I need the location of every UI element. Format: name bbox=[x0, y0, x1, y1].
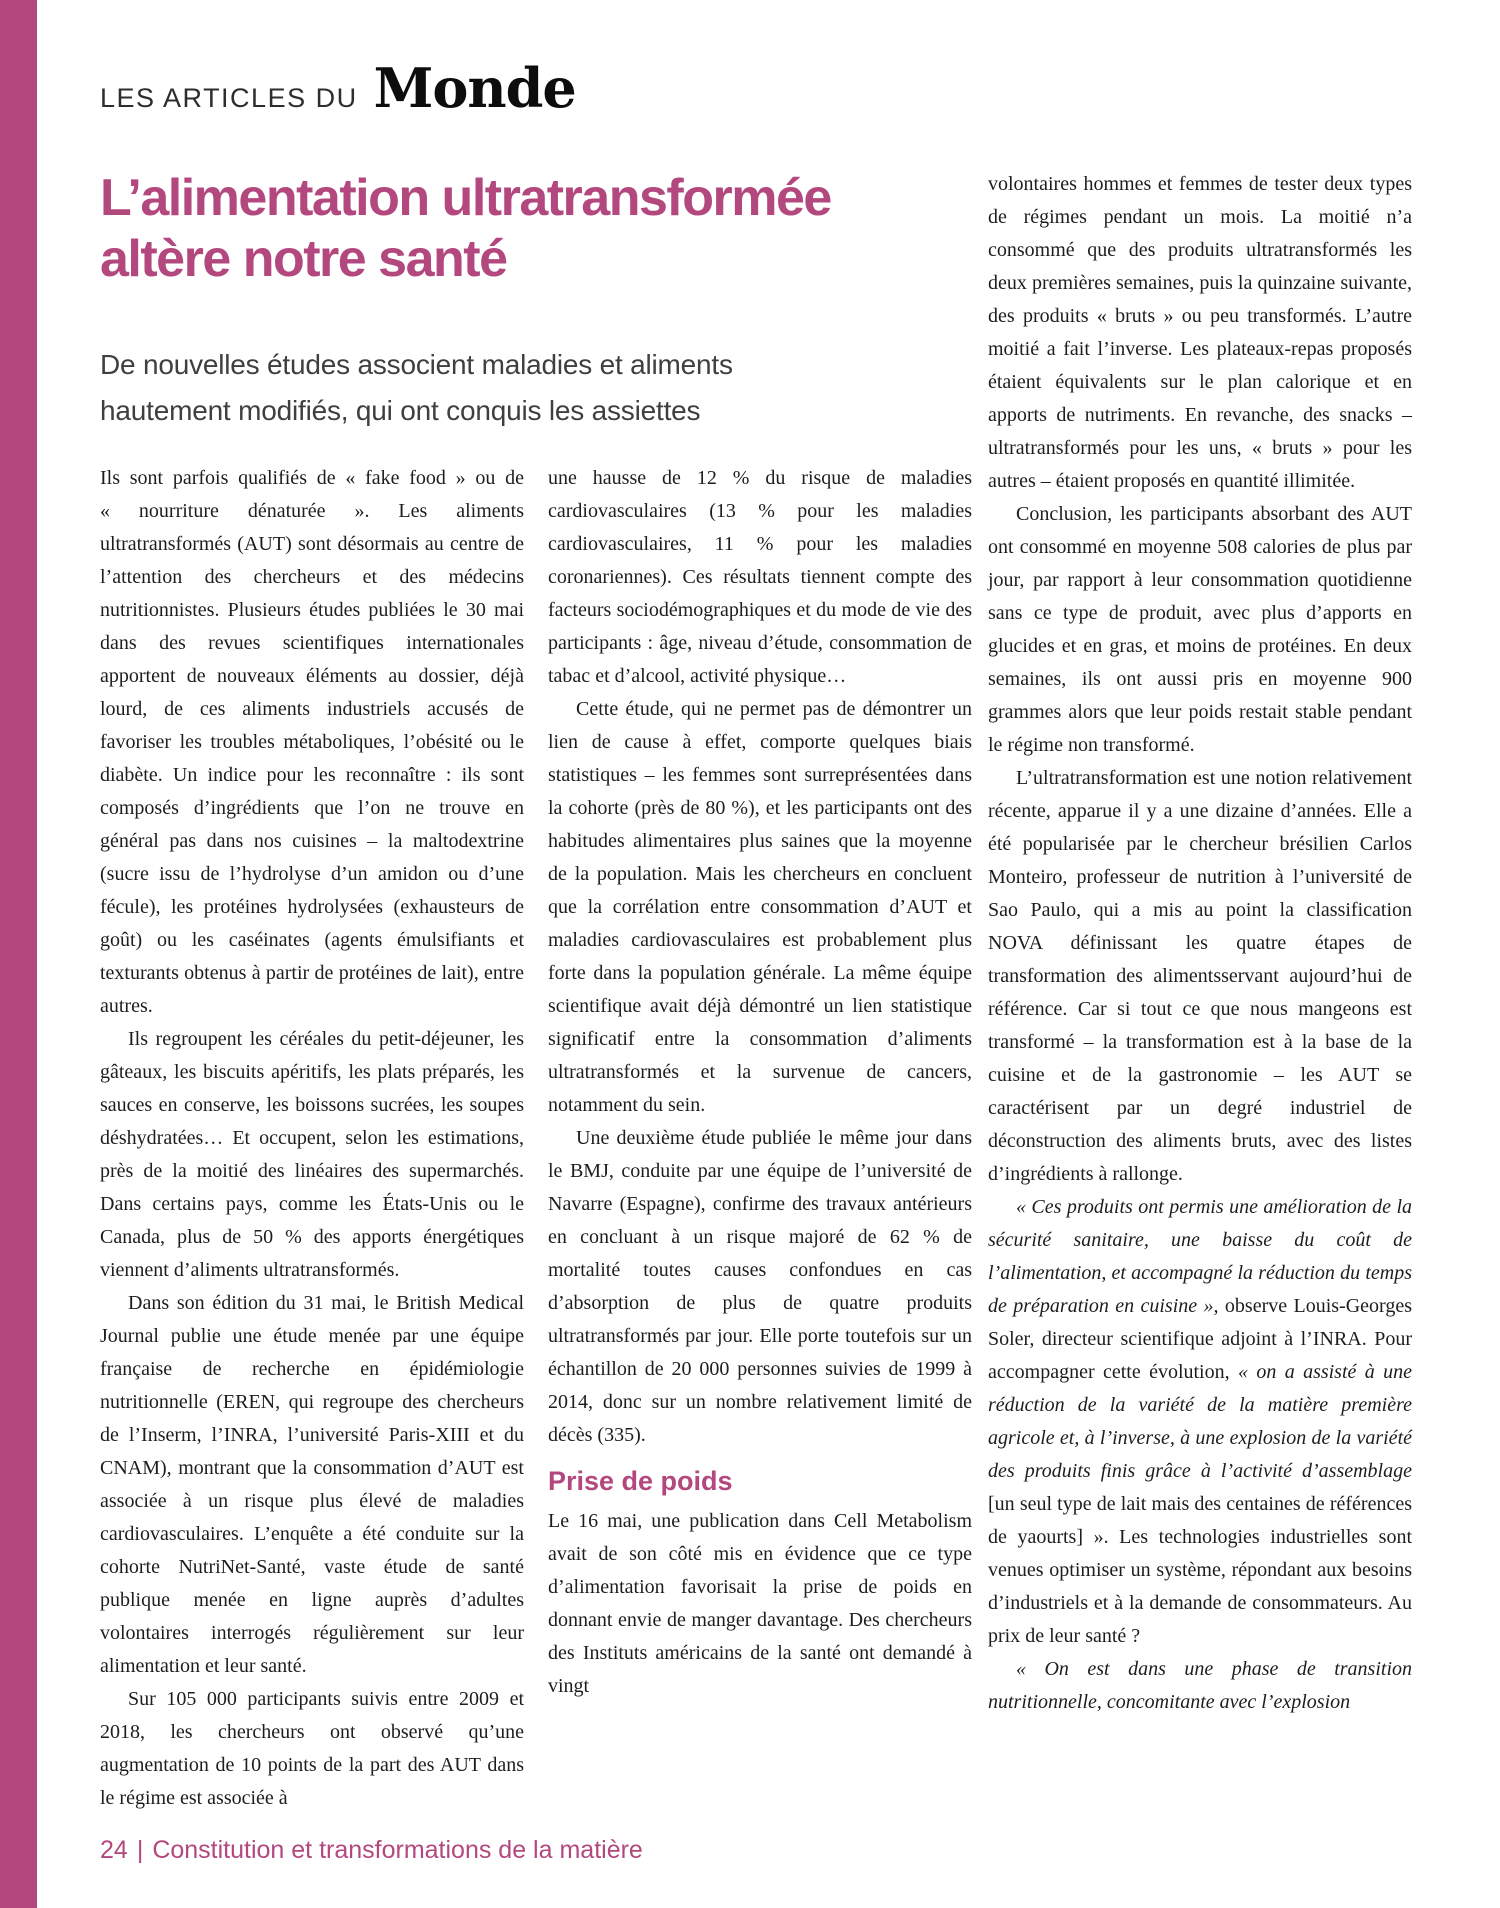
quote-segment: observe Louis-Georges Soler, directeur scientifique adjoint à l’INRA. Pour accompagner cette évolution, bbox=[988, 1295, 1412, 1383]
closing-quote-paragraph: « On est dans une phase de transition nutritionnelle, concomitante avec l’explosion bbox=[988, 1658, 1412, 1713]
le-monde-logo: Monde bbox=[373, 56, 576, 120]
paragraph: Conclusion, les participants absorbant des AUT ont consommé en moyenne 508 calories de plus par jour, par rapport à leur consommation quotidienne sans ce type de produit, avec plus d’apports en glucides et en gras, et moins de protéines. En deux semaines, ils ont aussi pris en moyenne 900 grammes alors que leur poids restait stable pendant le régime non transformé. bbox=[988, 503, 1412, 756]
quote-segment: [un seul type de lait mais des centaines de références de yaourts] ». Les technologies industrielles sont venues optimiser un système, répondant aux besoins d’industriels et à la demande de consommateurs. Au prix de leur santé ? bbox=[988, 1493, 1412, 1647]
paragraph: volontaires hommes et femmes de tester deux types de régimes pendant un mois. La moitié n’a consommé que des produits ultratransformés les deux premières semaines, puis la quinzaine suivante, des produits « bruts » ou peu transformés. L’autre moitié a fait l’inverse. Les plateaux-repas proposés étaient équivalents sur le plan calorique et en apports de nutriments. En revanche, des snacks – ultratransformés pour les uns, « bruts » pour les autres – étaient proposés en quantité illimitée. bbox=[988, 173, 1412, 492]
footer-separator: | bbox=[136, 1836, 144, 1864]
page-footer bbox=[100, 1836, 643, 1865]
title-block bbox=[100, 168, 980, 434]
masthead-prefix: LES ARTICLES DU bbox=[100, 83, 358, 113]
paragraph: une hausse de 12 % du risque de maladies cardiovasculaires (13 % pour les maladies cardiovasculaires, 11 % pour les maladies coronariennes). Ces résultats tiennent compte des facteurs sociodémographiques et du mode de vie des participants : âge, niveau d’étude, consommation de tabac et d’alcool, activité physique… bbox=[548, 467, 972, 687]
quote-segment: « on a assisté à une réduction de la variété de la matière première agricole et, à l’inverse, à une explosion de la variété des produits finis grâce à l’activité d’assemblage bbox=[988, 1361, 1412, 1482]
paragraph: Sur 105 000 participants suivis entre 2009 et 2018, les chercheurs ont observé qu’une augmentation de 10 points de la part des AUT dans le régime est associée à bbox=[100, 1688, 524, 1809]
column-1 bbox=[100, 462, 524, 1815]
page-number: 24 bbox=[100, 1836, 128, 1864]
left-accent-bar bbox=[0, 0, 37, 1908]
paragraph-quote bbox=[988, 1191, 1412, 1653]
article-title-line-1: L’alimentation ultratransformée bbox=[100, 169, 831, 227]
section-subhead: Prise de poids bbox=[548, 1466, 733, 1496]
article-subtitle: De nouvelles études associent maladies et aliments hautement modifiés, qui ont conquis les assiettes bbox=[100, 349, 733, 426]
paragraph: Une deuxième étude publiée le même jour dans le BMJ, conduite par une équipe de l’université de Navarre (Espagne), confirme des travaux antérieurs en concluant à un risque majoré de 62 % de mortalité toutes causes confondues en cas d’absorption de plus de quatre produits ultratransformés par jour. Elle porte toutefois sur un échantillon de 20 000 personnes suivies de 1999 à 2014, donc sur un nombre relativement limité de décès (335). bbox=[548, 1127, 972, 1446]
paragraph: Ils regroupent les céréales du petit-déjeuner, les gâteaux, les biscuits apéritifs, les plats préparés, les sauces en conserve, les boissons sucrées, les soupes déshydratées… Et occupent, selon les estimations, près de la moitié des linéaires des supermarchés. Dans certains pays, comme les États-Unis ou le Canada, plus de 50 % des apports énergétiques viennent d’aliments ultratransformés. bbox=[100, 1028, 524, 1281]
paragraph: Dans son édition du 31 mai, le British Medical Journal publie une étude menée par une équipe française de recherche en épidémiologie nutritionnelle (EREN, qui regroupe des chercheurs de l’Inserm, l’INRA, l’université Paris-XIII et du CNAM), montrant que la consommation d’AUT est associée à un risque plus élevé de maladies cardiovasculaires. L’enquête a été conduite sur la cohorte NutriNet-Santé, vaste étude de santé publique menée en ligne auprès d’adultes volontaires interrogés régulièrement sur leur alimentation et leur santé. bbox=[100, 1292, 524, 1677]
column-3 bbox=[988, 168, 1412, 1719]
article-title bbox=[100, 168, 980, 290]
article-title-line-2: altère notre santé bbox=[100, 230, 507, 288]
footer-section-title: Constitution et transformations de la matière bbox=[152, 1836, 643, 1864]
masthead bbox=[100, 56, 576, 120]
quote-segment: « Ces produits ont permis une amélioration de la sécurité sanitaire, une baisse du coût de l’alimentation, et accompagné la réduction du temps de préparation en cuisine », bbox=[988, 1196, 1412, 1317]
paragraph: Ils sont parfois qualifiés de « fake food » ou de « nourriture dénaturée ». Les aliments ultratransformés (AUT) sont désormais au centre de l’attention des chercheurs et des médecins nutritionnistes. Plusieurs études publiées le 30 mai dans des revues scientifiques internationales apportent de nouveaux éléments au dossier, déjà lourd, de ces aliments industriels accusés de favoriser les troubles métaboliques, l’obésité ou le diabète. Un indice pour les reconnaître : ils sont composés d’ingrédients que l’on ne trouve en général pas dans nos cuisines – la maltodextrine (sucre issu de l’hydrolyse d’un amidon ou d’une fécule), les protéines hydrolysées (exhausteurs de goût) ou les caséinates (agents émulsifiants et texturants obtenus à partir de protéines de lait), entre autres. bbox=[100, 467, 524, 1017]
paragraph: L’ultratransformation est une notion relativement récente, apparue il y a une dizaine d’années. Elle a été popularisée par le chercheur brésilien Carlos Monteiro, professeur de nutrition à l’université de Sao Paulo, qui a mis au point la classification NOVA définissant les quatre étapes de transformation des alimentsservant aujourd’hui de référence. Car si tout ce que nous mangeons est transformé – la transformation est à la base de la cuisine et de la gastronomie – les AUT se caractérisent par un degré industriel de déconstruction des aliments bruts, avec des listes d’ingrédients à rallonge. bbox=[988, 767, 1412, 1185]
column-2 bbox=[548, 462, 972, 1703]
paragraph: Le 16 mai, une publication dans Cell Metabolism avait de son côté mis en évidence que ce type d’alimentation favorisait la prise de poids en donnant envie de manger davantage. Des chercheurs des Instituts américains de la santé ont demandé à vingt bbox=[548, 1510, 972, 1697]
paragraph: Cette étude, qui ne permet pas de démontrer un lien de cause à effet, comporte quelques biais statistiques – les femmes sont surreprésentées dans la cohorte (près de 80 %), et les participants ont des habitudes alimentaires plus saines que la moyenne de la population. Mais les chercheurs en concluent que la corrélation entre consommation d’AUT et maladies cardiovasculaires est probablement plus forte dans la population générale. La même équipe scientifique avait déjà démontré un lien statistique significatif entre la consommation d’aliments ultratransformés et la survenue de cancers, notamment du sein. bbox=[548, 698, 972, 1116]
